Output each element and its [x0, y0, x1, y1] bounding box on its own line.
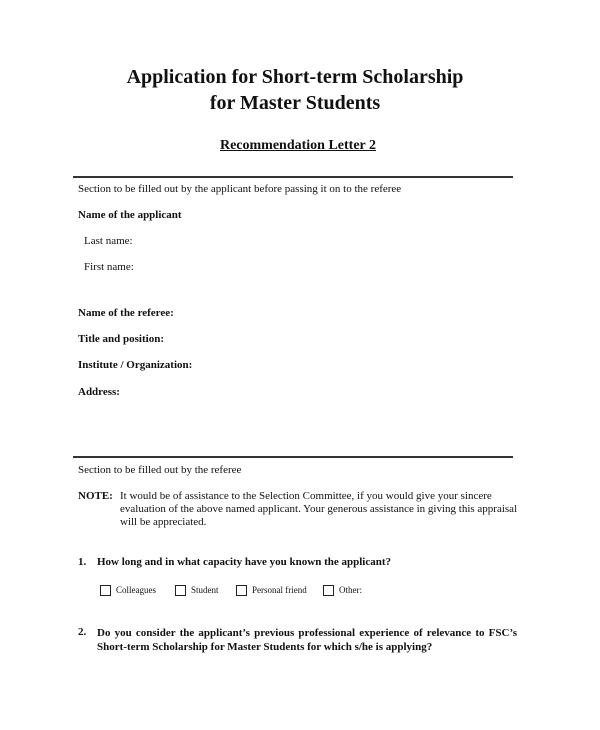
address-label: Address: — [78, 386, 120, 398]
referee-name-label: Name of the referee: — [78, 307, 174, 319]
option-other-label: Other: — [339, 585, 362, 595]
option-colleagues-label: Colleagues — [116, 585, 156, 595]
note-label: NOTE: — [78, 490, 113, 502]
section-divider-middle — [73, 456, 513, 458]
checkbox-student[interactable] — [175, 585, 186, 596]
note-text: It would be of assistance to the Selection Committee, if you would give your sincere evaluation of the above named applicant. Your generous assistance in giving this appraisal will be appreciated. — [120, 490, 518, 528]
document-title-line1: Application for Short-term Scholarship — [126, 66, 464, 88]
applicant-name-heading: Name of the applicant — [78, 209, 182, 221]
title-position-label: Title and position: — [78, 333, 164, 345]
last-name-label: Last name: — [84, 235, 133, 247]
checkbox-colleagues[interactable] — [100, 585, 111, 596]
checkbox-personal-friend[interactable] — [236, 585, 247, 596]
applicant-section-intro: Section to be filled out by the applicant before passing it on to the referee — [78, 183, 402, 195]
section-divider-top — [73, 176, 513, 178]
referee-section-intro: Section to be filled out by the referee — [78, 464, 242, 476]
question-2-text: Do you consider the applicant’s previous professional experience of relevance to FSC’s Short-term Scholarship for Master Students for which s/he is applying? — [97, 627, 517, 653]
question-1-text: How long and in what capacity have you known the applicant? — [97, 556, 391, 568]
first-name-label: First name: — [84, 261, 134, 273]
document-subtitle: Recommendation Letter 2 — [219, 138, 377, 153]
option-personal-friend-label: Personal friend — [252, 585, 307, 595]
document-title-line2: for Master Students — [209, 92, 381, 114]
question-2-number: 2. — [78, 626, 87, 638]
checkbox-other[interactable] — [323, 585, 334, 596]
institute-label: Institute / Organization: — [78, 359, 193, 371]
option-student-label: Student — [191, 585, 219, 595]
question-1-number: 1. — [78, 556, 87, 568]
